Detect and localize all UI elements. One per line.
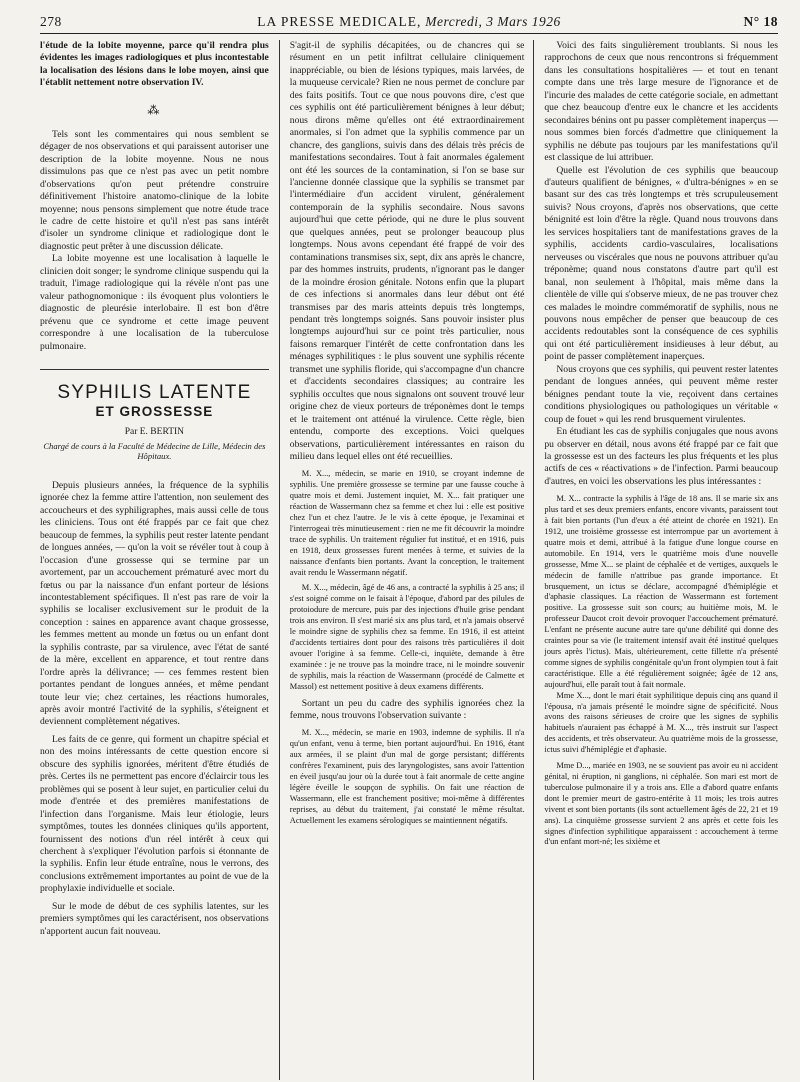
paragraph: Quelle est l'évolution de ces syphilis que beaucoup d'auteurs qualifient de bénignes, « d'ultra-bénignes » en se basant sur des cas très longtemps et très scrupuleusement suivis? Nous croyons, d'après nos observations, que cette bénignité est loin d'être la règle. Quand nous trouvons dans les services hospitaliers tant de manifestations graves de la syphilis, accidents cardio-vasculaires, localisations nerveuses ou viscérales que nous ne pouvons attribuer qu'au tréponème; quand nous constatons d'autre part qu'il est banal, non seulement à l'hôpital, mais même dans la clientèle de ville qui s'observe mieux, de ne pas trouver chez ces malades le moindre commémoratif de syphilis, nous ne pouvons nous empêcher de penser que beaucoup de ces accidents redoutables sont la conséquence de ces syphilis qui ont été particulièrement insidieuses à leur début, au point de passer complètement inaperçues. xyxy=(544,164,778,363)
paragraph: En étudiant les cas de syphilis conjugales que nous avons pu observer en détail, nous avons été frappé par ce fait que la grossesse est un des facteurs les plus fréquents et les plus actifs de ces « réactivations » de l'infection. Parmi beaucoup d'autres, en voici les observations les plus intéressantes : xyxy=(544,426,778,487)
case-paragraph: M. X..., médecin, âgé de 46 ans, a contracté la syphilis à 25 ans; il s'est soigné comme on le faisait à l'époque, d'abord par des pilules de protoiodure de mercure, puis par des injections d'huile grise pendant trois ans environ. Il s'est marié six ans plus tard, et n'a jamais observé le moindre signe de syphilis chez sa femme. En 1916, il est atteint d'accidents tertiaires dont pour des raisons très particulières il doit avouer l'origine à sa femme. Celle-ci, inquiète, demande à être examinée : je ne trouve pas la moindre trace, ni le moindre souvenir de syphilis, mais la réaction de Wassermann (procédé de Calmette et Massol) est nettement positive à deux examens différents. xyxy=(289,583,525,691)
case-report xyxy=(544,494,778,848)
case-paragraph: Mme D..., mariée en 1903, ne se souvient pas avoir eu ni accident génital, ni éruption, ni ganglions, ni céphalée. Son mari est mort de tuberculose pulmonaire il y a trois ans. Elle a d'abord quatre enfants dont le premier meurt de gastro-entérite à 11 mois; les trois autres vivent et sont bien portants (ils sont actuellement âgés de 22, 21 et 19 ans). La cinquième grossesse survient 2 ans après et cette fois les signes d'infection syphilitique apparaissent : accouchement à terme d'un enfant mort-né; les sixième et xyxy=(544,761,778,847)
section-stars: ⁂ xyxy=(147,102,162,117)
journal-title xyxy=(40,14,778,30)
paragraph: Les faits de ce genre, qui forment un chapitre spécial et non des moins intéressants de cette question encore si obscure des syphilis ignorées, méritent d'être étudiés de près. Certes ils ne permettent pas encore d'éclaircir tous les problèmes qui se posent à leur sujet, en particulier celui du mode d'entrée et des premières manifestations de l'infection dans l'organisme. Mais leur étiologie, leurs symptômes, toutes les données cliniques qu'ils apportent, fournissent des notions d'un réel intérêt à ceux qui cherchent à s'expliquer l'évolution parfois si étonnante de la syphilis. Enfin leur étude entraîne, nous le verrons, des conclusions extrêmement importantes au point de vue de la prophylaxie individuelle et sociale. xyxy=(40,733,269,895)
paragraph: Voici des faits singulièrement troublants. Si nous les rapprochons de ceux que nous rencontrons si fréquemment dans les consultations hospitalières — et tout en tenant compte dans une très large mesure de l'ignorance et de l'incurie des malades de cette catégorie sociale, en admettant que chez beaucoup d'entre eux le chancre et les accidents secondaires bénins ont pu passer complètement inaperçus — nous sommes bien forcés d'admettre que cliniquement la syphilis ne débute pas toujours par les manifestations qu'il est classique de lui attribuer. xyxy=(544,40,778,164)
column-middle xyxy=(279,40,534,1080)
issue-number: N° 18 xyxy=(743,14,778,29)
issue-date: Mercredi, 3 Mars 1926 xyxy=(425,14,561,29)
paragraph: Sortant un peu du cadre des syphilis ignorées chez la femme, nous trouvons l'observation suivante : xyxy=(289,697,525,721)
paragraph: Depuis plusieurs années, la fréquence de la syphilis ignorée chez la femme attire l'attention, non seulement des accoucheurs et des syphiligraphes, mais aussi celle de tous les cliniciens. Tous ont été frappés par ce fait que chez beaucoup de femmes, la syphilis peut rester latente pendant de longues années, — qu'on la voit se révéler tout à coup à l'occasion d'une grossesse qui se termine par un avortement, par un accouchement prématuré avec mort du fœtus ou par la naissance d'un enfant porteur de lésions incontestablement spécifiques. Il n'est pas rare de voir la syphilis se localiser exclusivement sur le produit de la conception : saines en apparence avant chaque grossesse, les femmes mettent au monde un fœtus ou un enfant dont la syphilis contraste, par sa virulence, avec l'état de santé de la mère, excellent en apparence, et tout rentre dans l'ordre après la délivrance; — ces femmes restent bien portantes pendant de longues années, et même pendant toute leur vie; chez certaines, les réactions humorales, après avoir montré l'activité de la syphilis, s'éteignent et deviennent complètement négatives. xyxy=(40,479,269,728)
page-header xyxy=(40,10,778,34)
columns xyxy=(40,40,778,1080)
paragraph: l'étude de la lobite moyenne, parce qu'il rendra plus évidentes les images radiologiques et plus incontestable la localisation des lésions dans le lobe moyen, ainsi que l'établit nettement notre observation IV. xyxy=(40,40,269,89)
case-report xyxy=(290,469,525,692)
journal-name: LA PRESSE MEDICALE, xyxy=(257,14,422,29)
paragraph: Sur le mode de début de ces syphilis latentes, sur les premiers symptômes qui les caractérisent, nos observations n'apportent aucun fait nouveau. xyxy=(40,900,269,937)
case-paragraph: M. X..., médecin, se marie en 1910, se croyant indemne de syphilis. Une première grossesse se termine par une fausse couche à quatre mois et demi. Justement inquiet, M. X... fait pratiquer une réaction de Wassermann chez sa femme et chez lui : elle est positive chez l'un et chez l'autre. Je le vis à cette époque, je l'examinai et l'interrogeai très minutieusement : rien ne me fit découvrir la moindre trace de syphilis. Un traitement régulier fut institué, et en 1916, puis en 1918, deux grossesses furent menées à terme, et suivies de la naissance d'enfants bien portants. Avant la conception, le traitement avait rendu le Wassermann négatif. xyxy=(289,469,525,577)
case-paragraph: M. X..., médecin, se marie en 1903, indemne de syphilis. Il n'a qu'un enfant, venu à terme, bien portant aujourd'hui. En 1916, étant aux armées, il se plaint d'un mal de gorge persistant; différents confrères l'examinent, puis des laryngologistes, sans avoir l'attention en éveil jusqu'au jour où la durée tout à fait anormale de cette angine légère éveille le soupçon de syphilis. On fait une réaction de Wassermann, elle est franchement positive; moi-même à différentes reprises, au début du traitement, j'ai constaté le même résultat. Actuellement les examens sérologiques se maintiennent négatifs. xyxy=(289,728,525,825)
paragraph: Nous croyons que ces syphilis, qui peuvent rester latentes pendant de longues années, qui peuvent même rester bénignes pendant toute la vie, reçoivent dans certaines conditions physiologiques ou pathologiques un véritable « coup de fouet » qui les rend brusquement virulentes. xyxy=(544,363,778,425)
column-right xyxy=(533,40,778,1080)
article-separator xyxy=(40,369,269,370)
case-paragraph: M. X... contracte la syphilis à l'âge de 18 ans. Il se marie six ans plus tard et ses deux premiers enfants, encore vivants, paraissent tout à fait bien portants (l'un d'eux a été atteint de chorée en 1921). En 1912, une troisième grossesse est interrompue par un avortement à quatre mois et demi, attribué à la fatigue d'une longue course en automobile. En 1914, vers le quatrième mois d'une nouvelle grossesse, Mme X... se plaint de céphalée et de vertiges, auxquels le médecin de famille n'attribue pas grande importance. Et brusquement, un ictus se déclare, accompagné d'hémiplégie et d'aphasie classiques. La réaction de Wassermann est fortement positive. La grossesse suit son cours; au huitième mois, M. le professeur Daucot croit devoir provoquer l'accouchement prématuré. L'enfant ne présente aucune autre tare qu'une débilité qui donne des craintes pour sa vie (le traitement intensif avait été institué quelques jours après l'ictus). Mais, ultérieurement, cette fillette n'a présenté comme signes de syphilis congénitale qu'un front olympien tout à fait caractéristique. Elle a été régulièrement soignée; âgée de 12 ans, aujourd'hui, elle paraît tout à fait normale. xyxy=(544,494,778,689)
case-paragraph: Mme X..., dont le mari était syphilitique depuis cinq ans quand il l'épousa, n'a jamais présenté le moindre signe de spécificité. Nous avons des raisons sérieuses de croire que les signes de syphilis habituels n'auraient pas échappé à M. X..., très instruit sur l'aspect des accidents, et très observateur. Au quatrième mois de la grossesse, ictus suivi d'hémiplégie et d'aphasie. xyxy=(544,690,778,755)
case-report xyxy=(290,728,525,826)
column-left xyxy=(40,40,279,1080)
author-affiliation: Chargé de cours à la Faculté de Médecine de Lille, Médecin des Hôpitaux. xyxy=(43,440,266,462)
article-subtitle: ET GROSSESSE xyxy=(95,403,214,419)
paragraph: La lobite moyenne est une localisation à laquelle le clinicien doit songer; le syndrome clinique suspendu qui la traduit, l'image radiologique qui la révèle n'ont pas une valeur pathognomonique : ils évoquent plus volontiers le diagnostic de pleurésie interlobaire. Il est bon d'être prévenu que ce syndrome et cette image peuvent correspondre à une localisation de la tuberculose pulmonaire. xyxy=(40,253,269,352)
article-title: SYPHILIS LATENTE xyxy=(57,381,252,403)
page-number: 278 xyxy=(40,14,62,29)
article-author: Par E. BERTIN xyxy=(124,427,185,438)
paragraph: Tels sont les commentaires qui nous semblent se dégager de nos observations et qui paraissent autoriser une description de la lobite moyenne. Nous ne nous dissimulons pas que ce n'est pas avec un petit nombre d'observations qu'on peut prétendre construire définitivement l'histoire anatomo-clinique de la lobite moyenne; nous pensons simplement que notre étude trace le cadre de cette histoire et qu'il n'est pas sans intérêt d'isoler un syndrome clinique et radiologique dont le diagnostic peut prêter à une discussion délicate. xyxy=(40,128,269,252)
paragraph: S'agit-il de syphilis décapitées, ou de chancres qui se résument en un petit infiltrat cellulaire cliniquement inappréciable, ou bien de lésions typiques, mais larvées, de la muqueuse cervicale? Rien ne nous permet de conclure par des faits positifs. Tout ce que nous pouvons dire, c'est que ces syphilis ont été particulièrement bénignes à leur début; nous dirons même qu'elles ont été extraordinairement anormales, si l'on admet que la syphilis commence par un chancre, des ganglions, suivis dans des délais très précis de manifestations secondaires. Tout à fait anormales également ont été les sources de la contamination, si l'on se base sur l'ancienne donnée classique que la syphilis se transmet par l'intermédiaire d'un accident virulent, généralement contemporain de la syphilis secondaire. Nous savons aujourd'hui que cette période, qui ne dure le plus souvent que quelques années, peut se prolonger beaucoup plus longtemps. Nous avons cependant été frappé de voir des contaminations transmises six, sept, dix ans après le chancre, par des hommes instruits, prudents, n'ignorant pas le danger de la moindre érosion génitale. Notons enfin que la plupart de ces infections si anormales dans leur début ont été transmises par des maris atteints depuis très longtemps, pendant très longtemps soignés. Sans pouvoir insister plus longtemps aujourd'hui sur ce point très particulier, nous faisons remarquer l'intérêt de cette confrontation dans les ménages syphilitiques : le plus souvent une syphilis récente transmet une syphilis floride, qui s'accompagne d'un chancre et d'accidents secondaires classiques; au contraire les syphilis occultes que nous signalons ont souvent trouvé leur origine chez de vieux porteurs de tréponèmes dont le temps et le traitement ont atténué la virulence. Cette règle, bien entendu, comporte des exceptions. Voici quelques observations, particulièrement intéressantes en raison du milieu dans lequel elles ont été recueillies. xyxy=(289,40,525,462)
